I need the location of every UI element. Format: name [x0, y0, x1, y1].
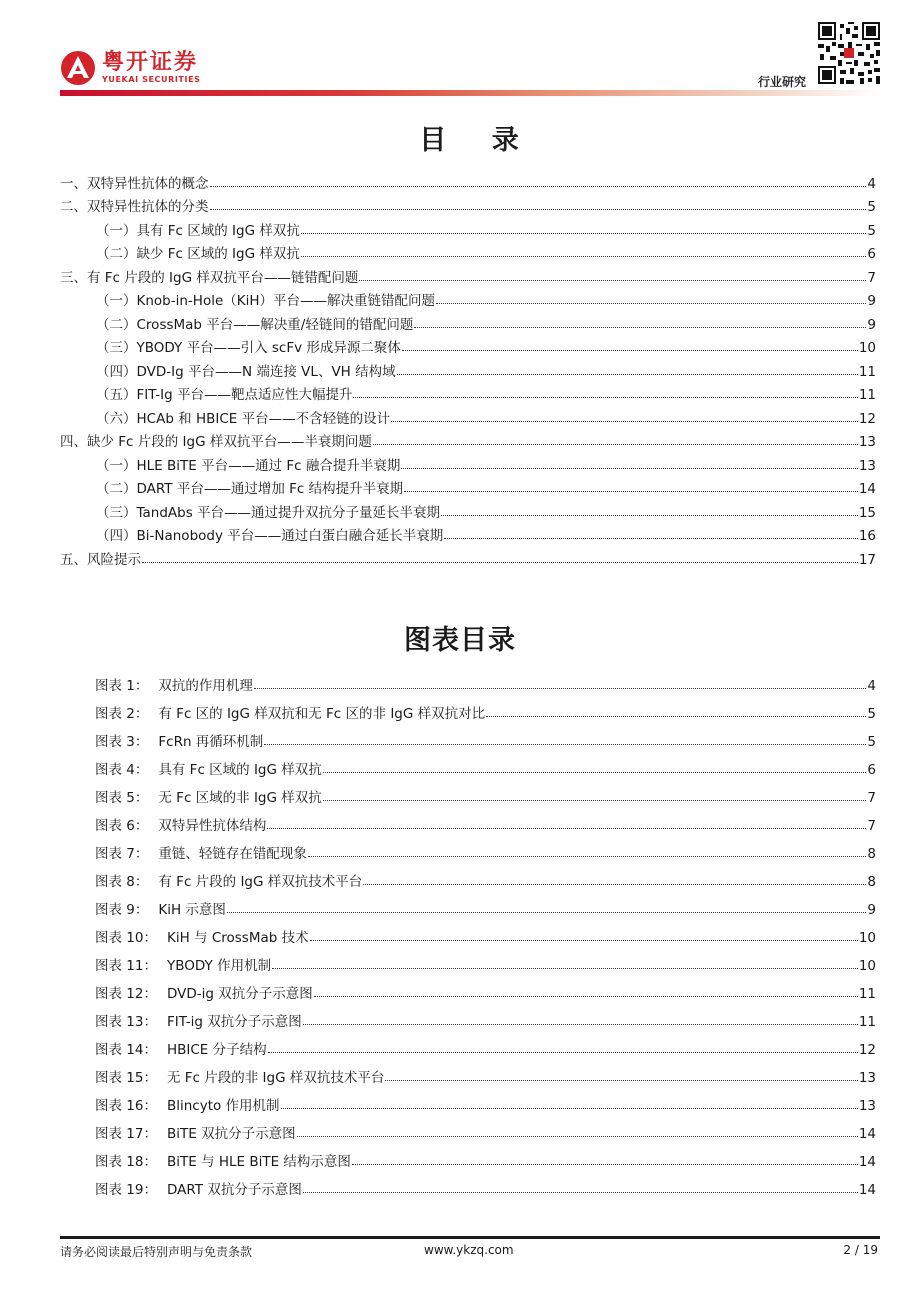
- dot-leader: [268, 1052, 858, 1053]
- figure-entry-label: 双特异性抗体结构: [158, 818, 267, 834]
- figure-entry[interactable]: [95, 834, 876, 862]
- toc-entry[interactable]: [60, 309, 876, 333]
- figure-entry-caption: [95, 1178, 302, 1198]
- dot-leader: [404, 491, 858, 492]
- figure-entry-number: 图表 11：: [95, 958, 157, 974]
- figure-entry-page: 7: [867, 790, 876, 806]
- footer-website[interactable]: www.ykzq.com: [424, 1243, 514, 1257]
- page-header: [0, 0, 920, 100]
- figure-entry-label: KiH 与 CrossMab 技术: [166, 930, 309, 946]
- dot-leader: [301, 233, 867, 234]
- dot-leader: [486, 716, 866, 717]
- toc-entry[interactable]: [60, 262, 876, 286]
- dot-leader: [142, 562, 858, 563]
- figure-entry[interactable]: [95, 946, 876, 974]
- figure-entry-page: 11: [858, 986, 876, 1002]
- figure-entry-number: 图表 14：: [95, 1042, 157, 1058]
- dot-leader: [301, 256, 867, 257]
- figure-entry-page: 9: [867, 902, 876, 918]
- figure-entry-page: 11: [858, 1014, 876, 1030]
- toc-entry-label: （三）TandAbs 平台——通过提升双抗分子量延长半衰期: [96, 504, 441, 521]
- toc-entry-page: 6: [867, 246, 876, 262]
- toc-entry[interactable]: [60, 192, 876, 216]
- toc-entry[interactable]: [60, 403, 876, 427]
- dot-leader: [436, 303, 866, 304]
- dot-leader: [267, 828, 866, 829]
- toc-entry-page: 9: [867, 293, 876, 309]
- figure-entry-number: 图表 3：: [95, 734, 149, 750]
- toc-entry[interactable]: [60, 333, 876, 357]
- figure-entry-label: FIT-ig 双抗分子示意图: [166, 1014, 302, 1030]
- toc-entry-page: 4: [867, 175, 876, 192]
- toc-entry-page: 9: [867, 316, 876, 333]
- toc-entry-label: （一）HLE BiTE 平台——通过 Fc 融合提升半衰期: [96, 457, 401, 474]
- toc-entry[interactable]: [60, 380, 876, 404]
- dot-leader: [210, 186, 867, 187]
- figure-entry[interactable]: [95, 722, 876, 750]
- figure-entry-page: 8: [867, 846, 876, 862]
- toc-entry-label: 四、缺少 Fc 片段的 IgG 样双抗平台——半衰期问题: [60, 434, 372, 450]
- figure-entry[interactable]: [95, 806, 876, 834]
- figure-entry-label: 具有 Fc 区域的 IgG 样双抗: [158, 762, 322, 778]
- dot-leader: [254, 688, 867, 689]
- brand-logo: [60, 50, 201, 86]
- toc-entry[interactable]: [60, 497, 876, 521]
- figure-entry-label: DART 双抗分子示意图: [166, 1182, 302, 1198]
- header-divider: [60, 90, 880, 96]
- toc-entry-label: （五）FIT-Ig 平台——靶点适应性大幅提升: [96, 387, 353, 403]
- dot-leader: [227, 912, 866, 913]
- toc-entry-page: 13: [858, 434, 876, 450]
- figure-list-title: 图表目录: [404, 625, 516, 656]
- figure-entry-number: 图表 8：: [95, 874, 149, 890]
- dot-leader: [353, 397, 857, 398]
- figure-entry-number: 图表 19：: [95, 1182, 157, 1198]
- toc-entry[interactable]: [60, 521, 876, 545]
- figure-entry-page: 7: [867, 818, 876, 834]
- toc-entry[interactable]: [60, 239, 876, 263]
- toc-title: 目 录: [419, 125, 537, 156]
- figure-entry-page: 14: [858, 1126, 876, 1142]
- dot-leader: [444, 538, 858, 539]
- figure-entry-page: 14: [858, 1154, 876, 1170]
- toc-entry-label: （二）缺少 Fc 区域的 IgG 样双抗: [96, 246, 300, 262]
- toc-entry-label: （二）CrossMab 平台——解决重/轻链间的错配问题: [96, 316, 414, 333]
- dot-leader: [314, 996, 858, 997]
- dot-leader: [391, 421, 858, 422]
- figure-entry-label: Blincyto 作用机制: [166, 1098, 280, 1114]
- toc-entry-page: 14: [858, 481, 876, 497]
- dot-leader: [441, 515, 858, 516]
- qr-code-icon: [818, 22, 880, 84]
- report-type: 行业研究: [758, 75, 807, 89]
- figure-list: [95, 666, 876, 1198]
- dot-leader: [303, 1024, 858, 1025]
- toc-entry-label: 一、双特异性抗体的概念: [60, 175, 209, 192]
- dot-leader: [359, 280, 866, 281]
- figure-entry-caption: [95, 814, 266, 834]
- brand-logo-icon: [60, 50, 96, 86]
- figure-entry-number: 图表 5：: [95, 790, 149, 806]
- toc-entry-label: （六）HCAb 和 HBICE 平台——不含轻链的设计: [96, 410, 391, 427]
- figure-entry[interactable]: [95, 750, 876, 778]
- toc-entry-page: 10: [858, 340, 876, 356]
- figure-entry-page: 8: [867, 874, 876, 890]
- figure-entry-number: 图表 10：: [95, 930, 157, 946]
- toc-entry-page: 15: [858, 504, 876, 521]
- footer-divider: [60, 1236, 880, 1239]
- figure-entry[interactable]: [95, 862, 876, 890]
- toc-entry-label: （四）DVD-Ig 平台——N 端连接 VL、VH 结构域: [96, 363, 396, 380]
- figure-entry[interactable]: [95, 694, 876, 722]
- figure-entry-label: FcRn 再循环机制: [158, 734, 264, 750]
- dot-leader: [401, 468, 857, 469]
- figure-entry-page: 5: [867, 706, 876, 722]
- toc-entry[interactable]: [60, 168, 876, 192]
- dot-leader: [323, 800, 867, 801]
- figure-entry[interactable]: [95, 1142, 876, 1170]
- figure-entry-number: 图表 15：: [95, 1070, 157, 1086]
- toc-entry[interactable]: [60, 544, 876, 568]
- toc-entry[interactable]: [60, 474, 876, 498]
- figure-entry[interactable]: [95, 1114, 876, 1142]
- figure-entry-page: 10: [858, 930, 876, 946]
- figure-entry-number: 图表 6：: [95, 818, 149, 834]
- figure-entry-caption: [95, 1010, 302, 1030]
- figure-entry-label: 有 Fc 片段的 IgG 样双抗技术平台: [158, 874, 363, 890]
- toc-entry-page: 7: [867, 269, 876, 286]
- figure-entry-number: 图表 2：: [95, 706, 149, 722]
- toc-entry-label: （一）具有 Fc 区域的 IgG 样双抗: [96, 222, 300, 239]
- toc-entry-page: 11: [858, 387, 876, 403]
- figure-entry-caption: [95, 954, 271, 974]
- figure-entry[interactable]: [95, 1002, 876, 1030]
- figure-entry-caption: [95, 758, 322, 778]
- dot-leader: [352, 1164, 858, 1165]
- figure-entry[interactable]: [95, 974, 876, 1002]
- figure-entry-page: 10: [858, 958, 876, 974]
- toc-entry-page: 13: [858, 457, 876, 474]
- figure-entry-page: 5: [867, 734, 876, 750]
- figure-entry-label: 无 Fc 区域的非 IgG 样双抗: [158, 790, 322, 806]
- dot-leader: [414, 327, 866, 328]
- dot-leader: [323, 772, 867, 773]
- figure-entry-label: 有 Fc 区的 IgG 样双抗和无 Fc 区的非 IgG 样双抗对比: [158, 706, 486, 722]
- figure-entry-caption: [95, 702, 485, 722]
- figure-entry-page: 12: [858, 1042, 876, 1058]
- dot-leader: [272, 968, 858, 969]
- figure-entry-page: 13: [858, 1070, 876, 1086]
- figure-entry[interactable]: [95, 1086, 876, 1114]
- figure-entry-caption: [95, 1150, 351, 1170]
- figure-entry[interactable]: [95, 1030, 876, 1058]
- figure-entry[interactable]: [95, 778, 876, 806]
- dot-leader: [264, 744, 866, 745]
- toc-entry-page: 5: [867, 222, 876, 239]
- toc-entry-label: （三）YBODY 平台——引入 scFv 形成异源二聚体: [96, 340, 401, 356]
- toc-entry-label: （一）Knob-in-Hole（KiH）平台——解决重链错配问题: [96, 293, 436, 309]
- dot-leader: [297, 1136, 858, 1137]
- figure-entry-caption: [95, 786, 322, 806]
- page-number: 2 / 19: [843, 1243, 878, 1257]
- figure-entry[interactable]: [95, 918, 876, 946]
- figure-entry-caption: [95, 1038, 267, 1058]
- dot-leader: [308, 856, 867, 857]
- figure-entry-page: 6: [867, 762, 876, 778]
- dot-leader: [363, 884, 866, 885]
- figure-entry-label: 重链、轻链存在错配现象: [158, 846, 307, 862]
- dot-leader: [303, 1192, 858, 1193]
- figure-entry-number: 图表 18：: [95, 1154, 157, 1170]
- figure-entry[interactable]: [95, 666, 876, 694]
- dot-leader: [210, 209, 867, 210]
- footer-disclaimer: 请务必阅读最后特别声明与免责条款: [60, 1245, 253, 1259]
- figure-entry-caption: [95, 1094, 280, 1114]
- figure-entry-number: 图表 12：: [95, 986, 157, 1002]
- figure-entry-number: 图表 1：: [95, 678, 149, 694]
- figure-entry[interactable]: [95, 890, 876, 918]
- brand-name-cn: 粤开证券: [102, 50, 199, 75]
- figure-entry-caption: [95, 1122, 296, 1142]
- figure-entry-label: DVD-ig 双抗分子示意图: [166, 986, 313, 1002]
- figure-entry-label: 无 Fc 片段的非 IgG 样双抗技术平台: [166, 1070, 385, 1086]
- toc-entry-label: （四）Bi-Nanobody 平台——通过白蛋白融合延长半衰期: [96, 528, 444, 544]
- dot-leader: [385, 1080, 857, 1081]
- figure-entry-page: 4: [867, 678, 876, 694]
- toc-entry[interactable]: [60, 286, 876, 310]
- table-of-contents: [60, 168, 876, 568]
- figure-entry-caption: [95, 674, 253, 694]
- dot-leader: [397, 374, 858, 375]
- toc-entry[interactable]: [60, 450, 876, 474]
- figure-entry-page: 14: [858, 1182, 876, 1198]
- figure-entry-number: 图表 16：: [95, 1098, 157, 1114]
- figure-entry-caption: [95, 870, 362, 890]
- figure-entry-number: 图表 9：: [95, 902, 149, 918]
- toc-entry[interactable]: [60, 427, 876, 451]
- toc-entry-label: （二）DART 平台——通过增加 Fc 结构提升半衰期: [96, 481, 404, 497]
- figure-entry-label: KiH 示意图: [158, 902, 226, 918]
- toc-entry-label: 五、风险提示: [60, 551, 141, 568]
- figure-entry-number: 图表 13：: [95, 1014, 157, 1030]
- brand-name-en: YUEKAI SECURITIES: [102, 75, 201, 84]
- figure-entry-caption: [95, 982, 313, 1002]
- toc-entry-page: 5: [867, 199, 876, 215]
- dot-leader: [373, 444, 858, 445]
- toc-entry-page: 12: [858, 410, 876, 427]
- figure-entry-label: YBODY 作用机制: [166, 958, 272, 974]
- figure-entry-label: HBICE 分子结构: [166, 1042, 267, 1058]
- dot-leader: [310, 940, 858, 941]
- dot-leader: [281, 1108, 858, 1109]
- figure-entry-number: 图表 17：: [95, 1126, 157, 1142]
- figure-entry-number: 图表 7：: [95, 846, 149, 862]
- figure-entry-label: BiTE 与 HLE BiTE 结构示意图: [166, 1154, 351, 1170]
- toc-entry-page: 11: [858, 363, 876, 380]
- toc-entry-label: 三、有 Fc 片段的 IgG 样双抗平台——链错配问题: [60, 269, 359, 286]
- dot-leader: [402, 350, 858, 351]
- figure-entry-label: 双抗的作用机理: [158, 678, 253, 694]
- figure-entry-caption: [95, 1066, 384, 1086]
- figure-entry-caption: [95, 898, 226, 918]
- toc-entry-page: 17: [858, 551, 876, 568]
- toc-entry[interactable]: [60, 215, 876, 239]
- toc-entry-page: 16: [858, 528, 876, 544]
- figure-entry-caption: [95, 730, 263, 750]
- figure-entry-page: 13: [858, 1098, 876, 1114]
- figure-entry-caption: [95, 842, 307, 862]
- figure-entry-caption: [95, 926, 309, 946]
- figure-entry-label: BiTE 双抗分子示意图: [166, 1126, 296, 1142]
- figure-entry[interactable]: [95, 1058, 876, 1086]
- figure-entry[interactable]: [95, 1170, 876, 1198]
- toc-entry[interactable]: [60, 356, 876, 380]
- toc-entry-label: 二、双特异性抗体的分类: [60, 199, 209, 215]
- figure-entry-number: 图表 4：: [95, 762, 149, 778]
